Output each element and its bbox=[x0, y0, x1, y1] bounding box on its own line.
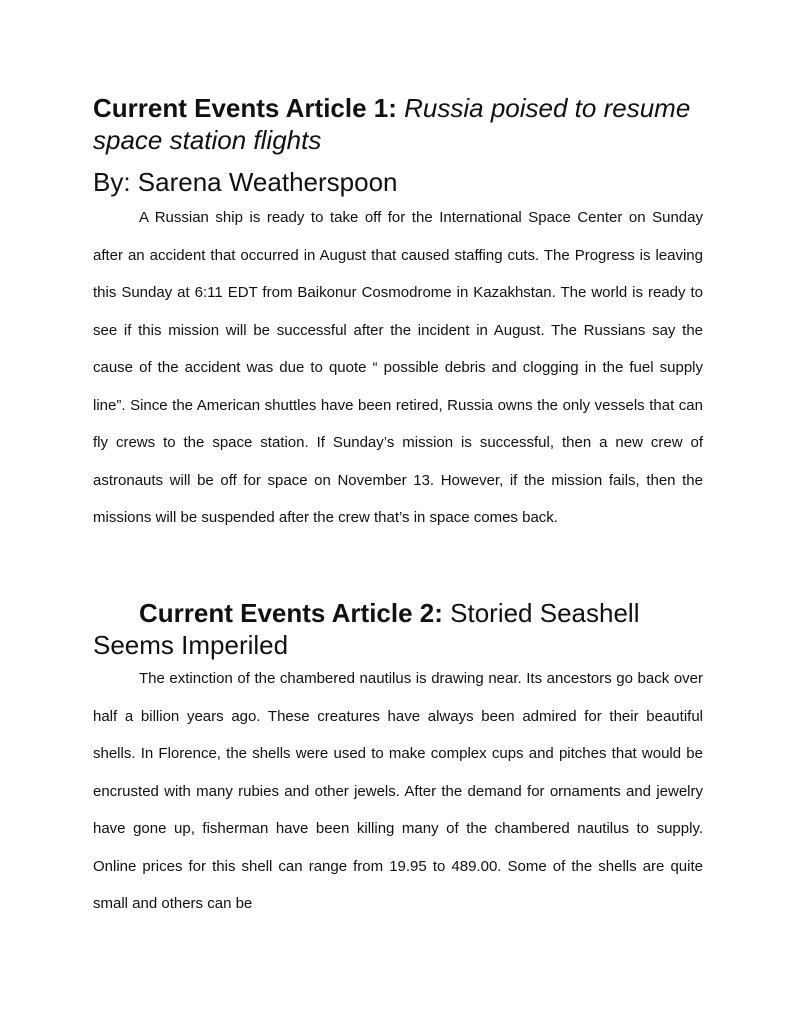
article-1-heading-label: Current Events Article 1: bbox=[93, 93, 397, 123]
article-1-heading-title: Russia poised to resume space station flights bbox=[93, 93, 691, 155]
article-2-heading bbox=[93, 597, 713, 661]
article-2-body: The extinction of the chambered nautilus is drawing near. Its ancestors go back over half a billion years ago. These creatures have always been admired for their beautiful shells. In Florence, the shells were used to make complex cups and pitches that would be encrusted with many rubies and other jewels. After the demand for ornaments and jewelry have gone up, fisherman have been killing many of the chambered nautilus to supply. Online prices for this shell can range from 19.95 to 489.00. Some of the shells are quite small and others can be bbox=[93, 670, 703, 912]
article-1-body: A Russian ship is ready to take off for the International Space Center on Sunday after an accident that occurred in August that caused staffing cuts. The Progress is leaving this Sunday at 6:11 EDT from Baikonur Cosmodrome in Kazakhstan. The world is ready to see if this mission will be successful after the incident in August. The Russians say the cause of the accident was due to quote “ possible debris and clogging in the fuel supply line”. Since the American shuttles have been retired, Russia owns the only vessels that can fly crews to the space station. If Sunday’s mission is successful, then a new crew of astronauts will be off for space on November 13. However, if the mission fails, then the missions will be suspended after the crew that’s in space comes back. bbox=[93, 209, 703, 526]
article-2-heading-label: Current Events Article 2: bbox=[139, 598, 443, 628]
article-2-heading-title: Storied Seashell Seems Imperiled bbox=[93, 598, 640, 660]
article-1-byline: By: Sarena Weatherspoon bbox=[93, 167, 398, 197]
article-1-heading bbox=[93, 92, 713, 156]
